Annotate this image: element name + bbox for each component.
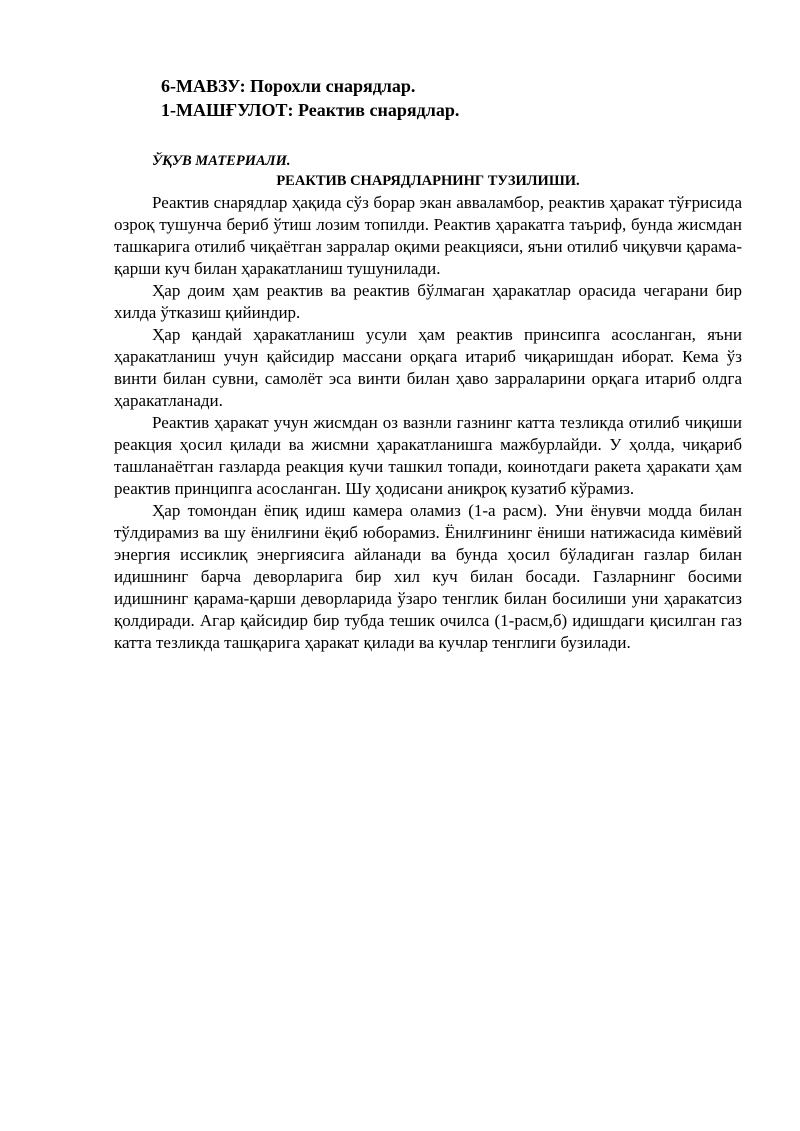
paragraph-1: Реактив снарядлар ҳақида сўз борар экан аввалaмбор, реактив ҳаракат тўғрисида озроқ тушунча бериб ўтиш лозим топилди. Реактив ҳаракатга таъриф, бунда жисмдан ташкарига отилиб чиқаётган зарралар оқими реакцияси, яъни отилиб чиқувчи қарама-қарши куч билан ҳаракатланиш тушунилади. [114, 193, 742, 278]
lesson-heading: 1-МАШҒУЛОТ: Реактив снарядлар. [161, 100, 460, 120]
topic-heading: 6-МАВЗУ: Порохли снарядлар. [161, 76, 416, 96]
document-page [114, 74, 742, 654]
material-label: ЎҚУВ МАТЕРИАЛИ. [152, 153, 291, 169]
paragraph-3: Ҳар қандай ҳаракатланиш усули ҳам реактив принсипга асосланган, яъни ҳаракатланиш учун қайсидир массани орқага итариб чиқаришдан иборат. Кема ўз винти билан сувни, самолёт эса винти билан ҳаво зарраларини орқага итариб олдга ҳаракатланади. [114, 325, 742, 410]
paragraph-4: Реактив ҳаракат учун жисмдан оз вазнли газнинг катта тезликда отилиб чиқиши реакция ҳосил қилади ва жисмни ҳаракатланишга мажбурлайди. У ҳолда, чиқариб ташланаётган газларда реакция кучи ташкил топади, коинотдаги ракета ҳаракати ҳам реактив принципга асосланган. Шу ҳодисани аниқроқ кузатиб кўрамиз. [114, 413, 742, 498]
section-title: РЕАКТИВ СНАРЯДЛАРНИНГ ТУЗИЛИШИ. [276, 173, 580, 189]
paragraph-2: Ҳар доим ҳам реактив ва реактив бўлмаган ҳаракатлар орасида чегарани бир хилда ўтказиш қийиндир. [114, 281, 742, 322]
paragraph-5: Ҳар томондан ёпиқ идиш камера оламиз (1-а расм). Уни ёнувчи модда билан тўлдирамиз ва шу ёнилғини ёқиб юборамиз. Ёнилғининг ёниши натижасида кимёвий энергия иссиклиқ энергиясига айланади ва бунда ҳосил бўладиган газлар билан идишнинг барча деворларига бир хил куч билан босади. Газларнинг босими идишнинг қарама-қарши деворларида ўзаро тенглик билан босилиши уни ҳаракатсиз қолдиради. Агар қайсидир бир тубда тешик очилса (1-расм,б) идишдаги қисилган газ катта тезликда ташқарига ҳаракат қилади ва кучлар тенглиги бузилади. [114, 501, 742, 652]
